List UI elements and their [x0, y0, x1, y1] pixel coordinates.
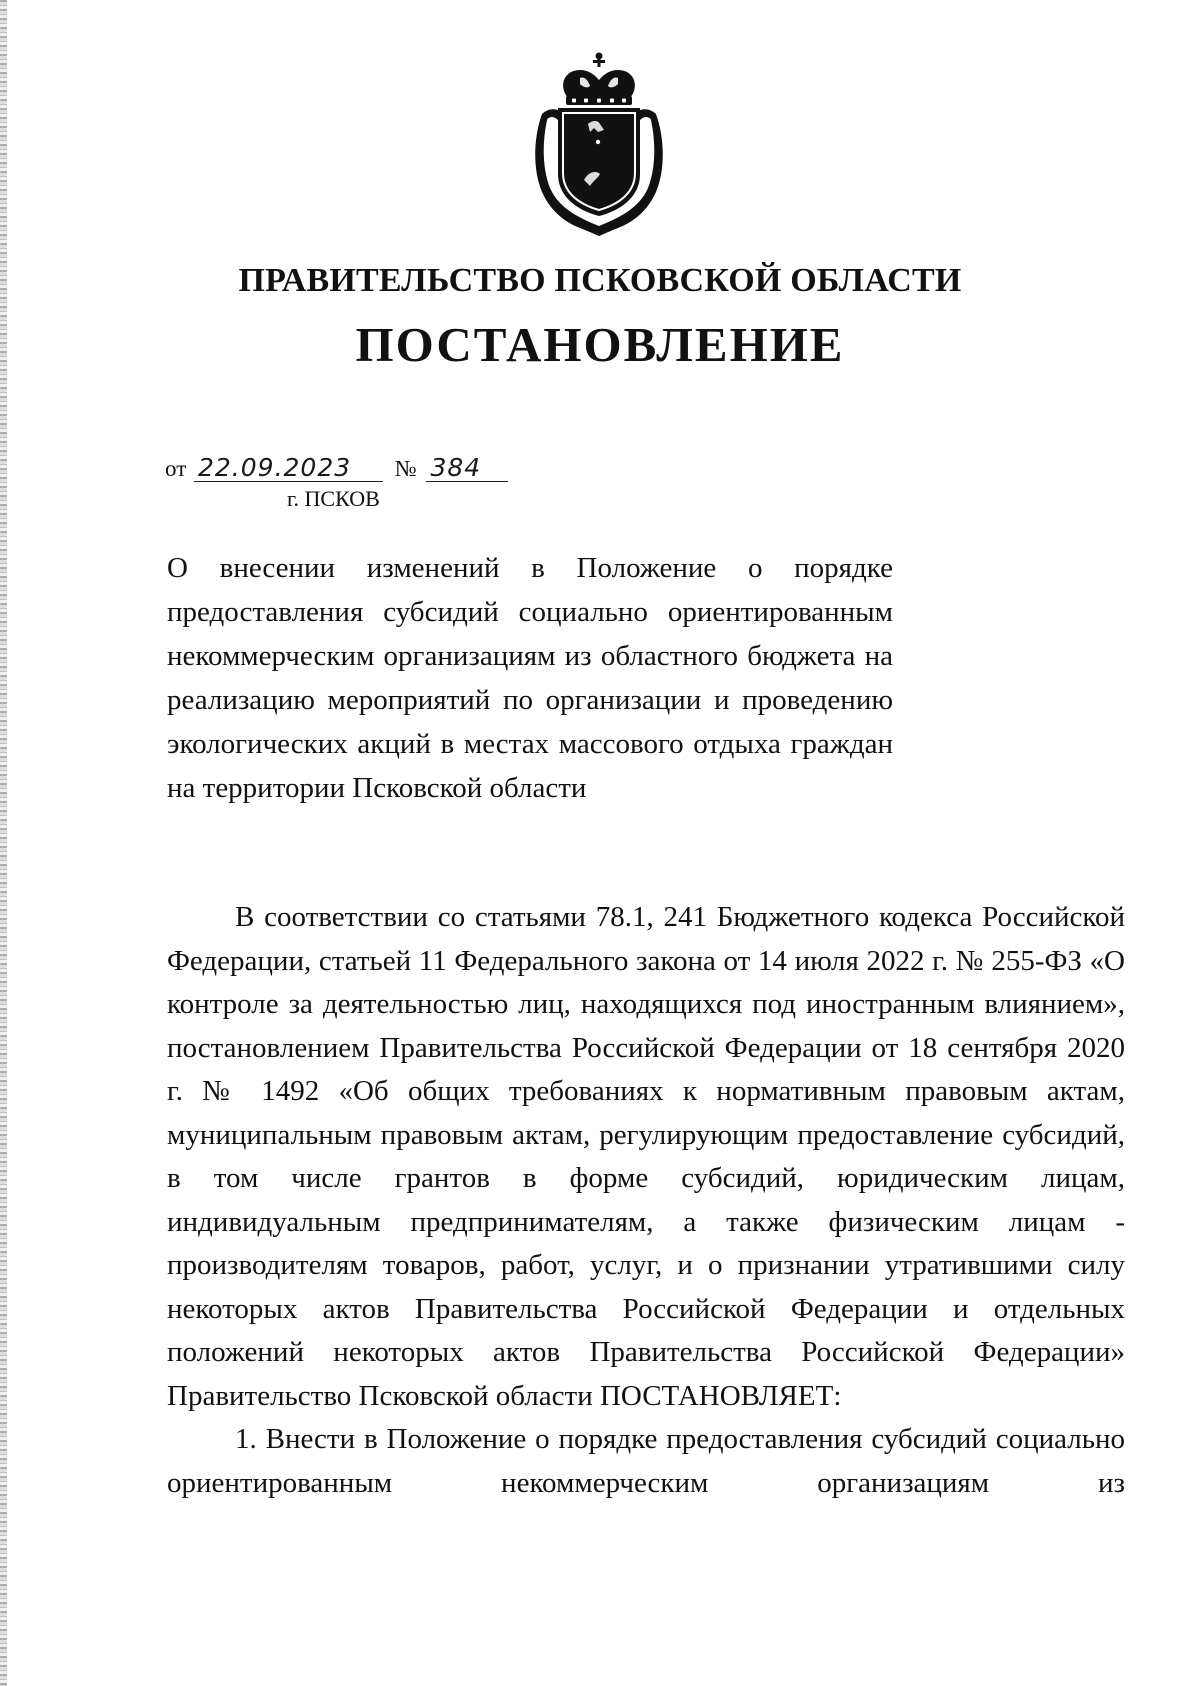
preamble-paragraph: В соответствии со статьями 78.1, 241 Бюджетного кодекса Российской Федерации, статьей 11 Федерального закона от 14 июля 2022 г. № 255-ФЗ «О контроле за деятельностью лиц, находящихся под иностранным влиянием», постановлением Правительства Российской Федерации от 18 сентября 2020 г. № 1492 «Об общих требованиях к нормативным правовым актам, муниципальным правовым актам, регулирующим предоставление субсидий, в том числе грантов в форме субсидий, юридическим лицам, индивидуальным предпринимателям, а также физическим лицам - производителям товаров, работ, услуг, и о признании утратившими силу некоторых актов Правительства Российской Федерации и отдельных положений некоторых актов Правительства Российской Федерации» Правительство Псковской области ПОСТАНОВЛЯЕТ:: [167, 901, 1125, 1412]
pskov-coat-of-arms-emblem: [528, 50, 670, 236]
date-number-line: [165, 455, 508, 482]
scan-edge: [0, 0, 7, 1686]
document-number: 384: [426, 455, 508, 482]
document-body: [167, 896, 1125, 1505]
document-date: 22.09.2023: [194, 455, 383, 482]
date-prefix: от: [165, 456, 187, 481]
document-subject: О внесении изменений в Положение о порядке предоставления субсидий социально ориентированным некоммерческим организациям из областного бюджета на реализацию мероприятий по организации и проведению экологических акций в местах массового отдыха граждан на территории Псковской области: [167, 552, 893, 804]
number-prefix: №: [394, 456, 417, 481]
city-label: г. ПСКОВ: [287, 486, 380, 511]
government-title: ПРАВИТЕЛЬСТВО ПСКОВСКОЙ ОБЛАСТИ: [238, 262, 962, 299]
item-1-paragraph: 1. Внести в Положение о порядке предоставления субсидий социально ориентированным некоммерческим организациям из: [167, 1423, 1125, 1499]
document-type-title: ПОСТАНОВЛЕНИЕ: [355, 317, 845, 372]
